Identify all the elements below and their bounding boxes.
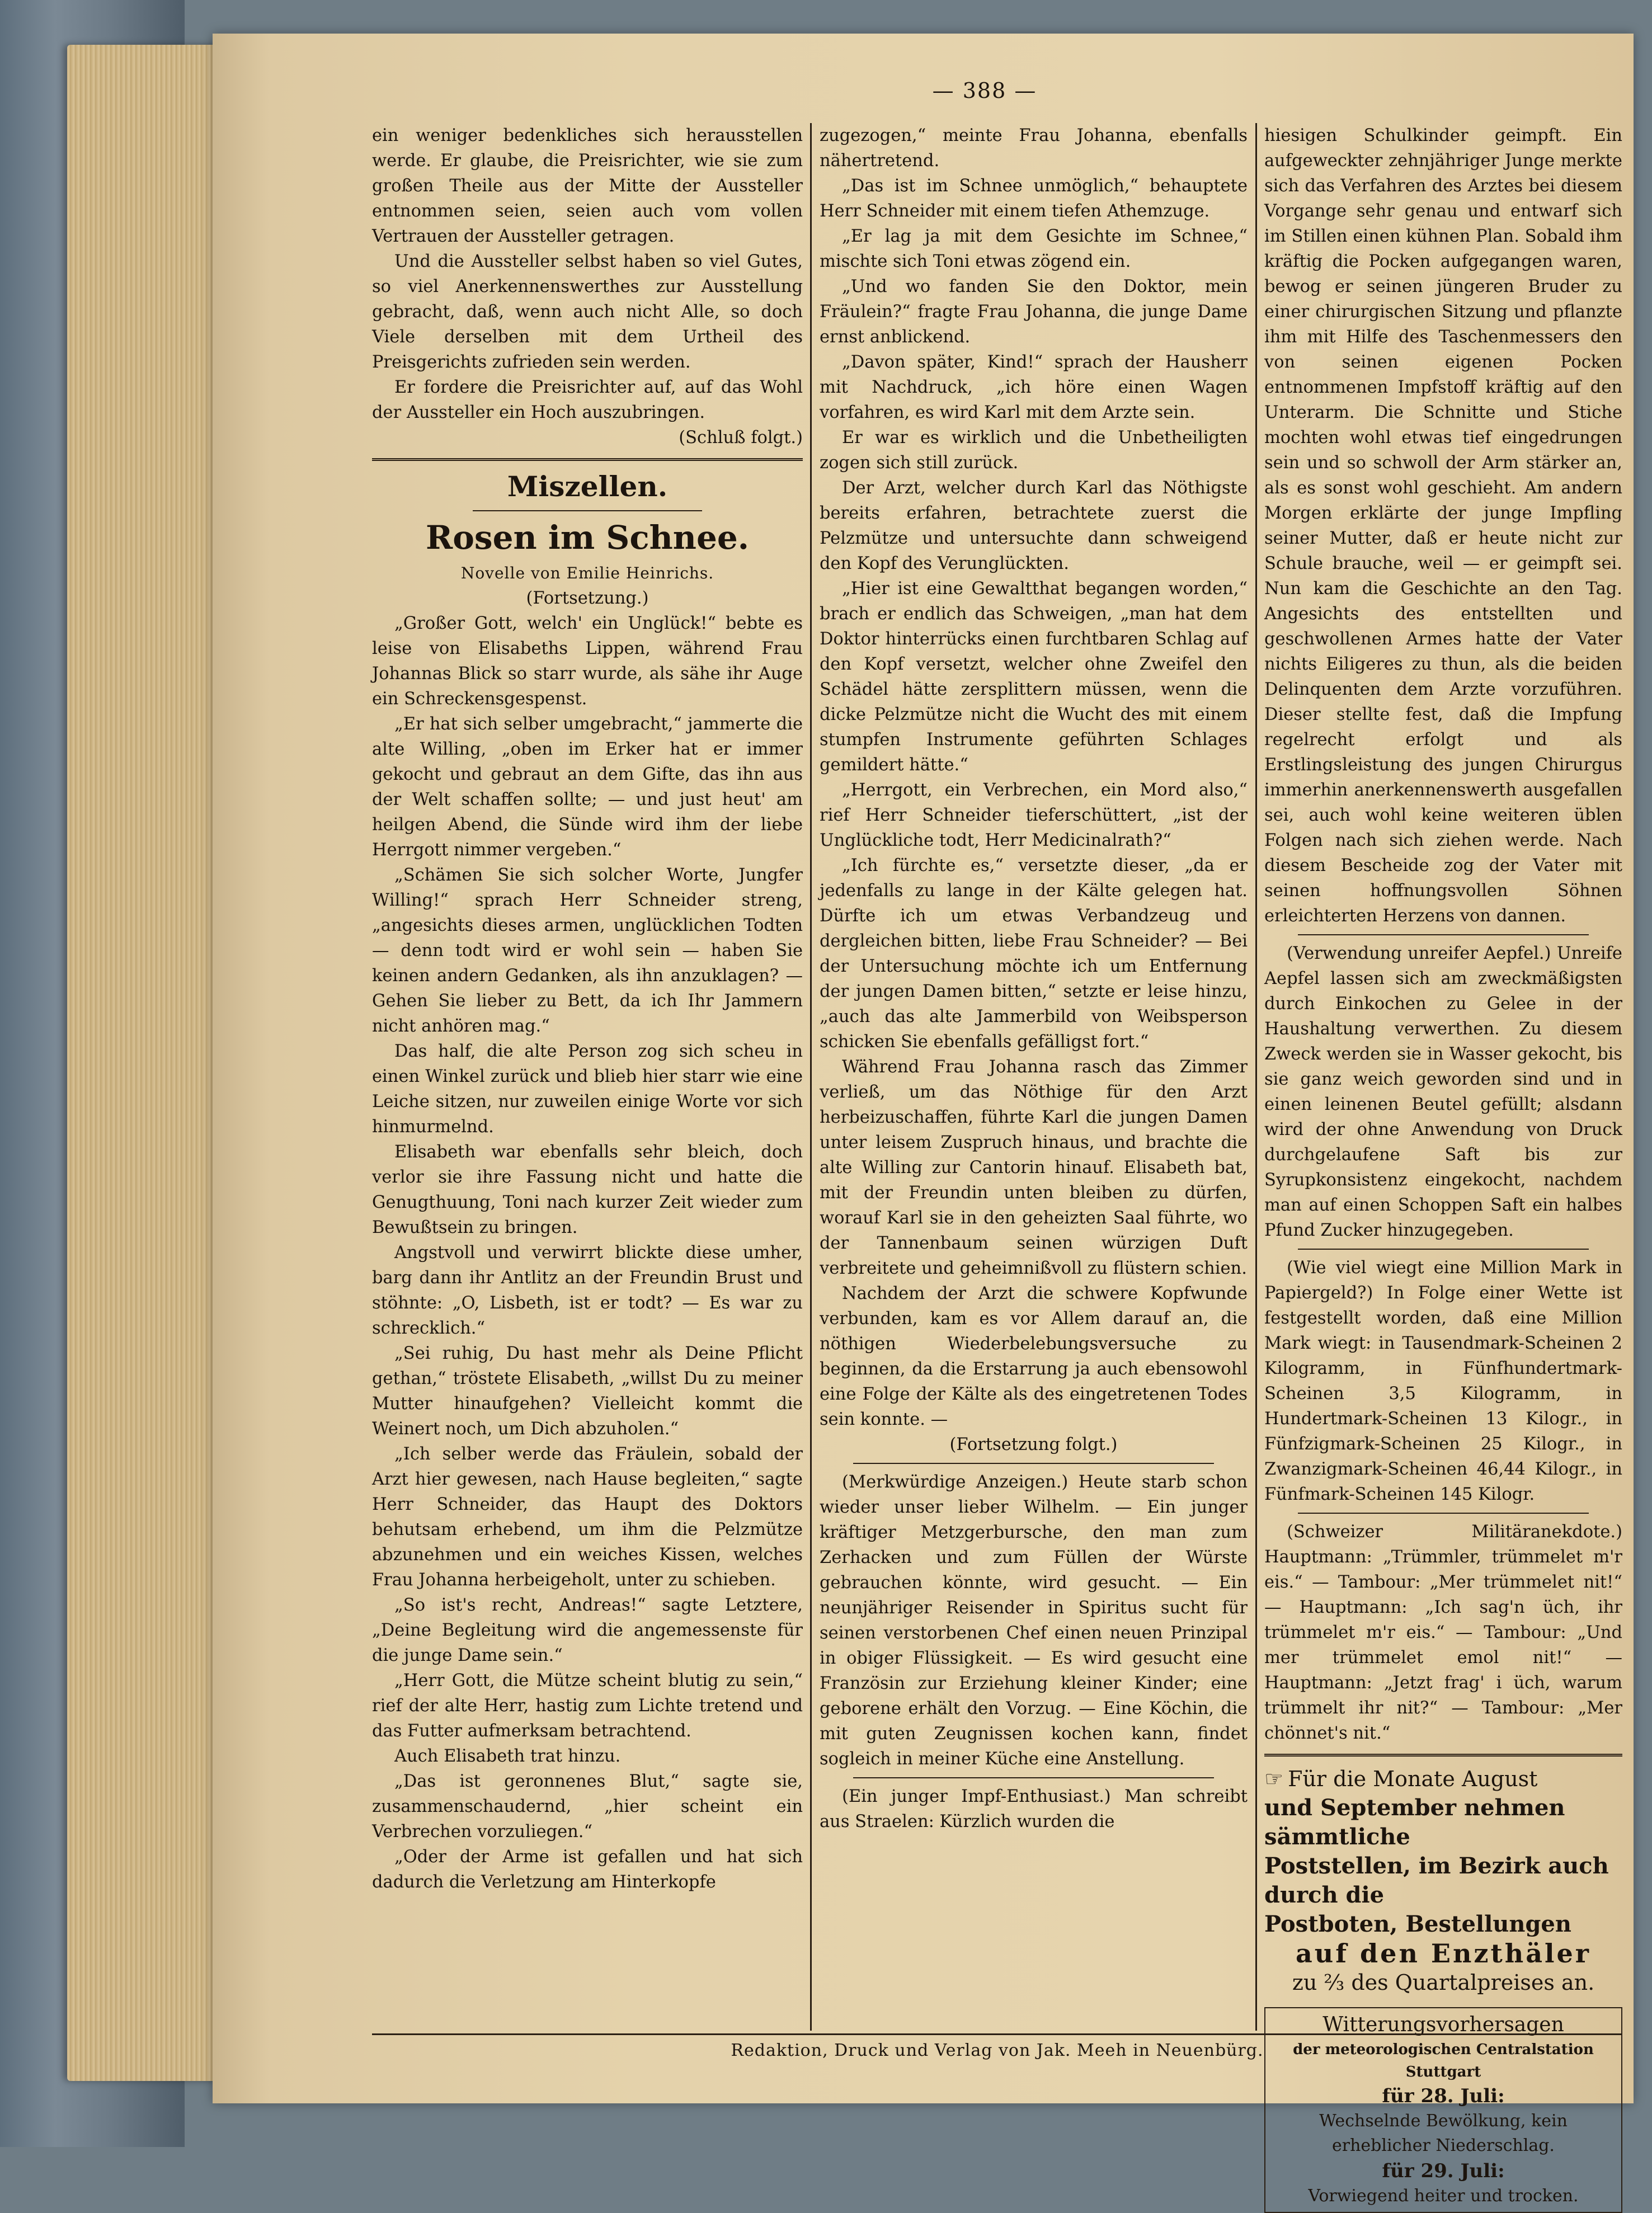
notice-line: Poststellen, im Bezirk auch durch die: [1264, 1853, 1609, 1908]
story-paragraph: „Hier ist eine Gewaltthat begangen worden,“ brach er endlich das Schweigen, „man hat dem Doktor hinterrücks einen furchtbaren Schlag auf den Kopf versetzt, welcher ohne Zweifel den Schädel hätte zersplittern müssen, wenn die dicke Pelzmütze nicht die Wucht des mit einem stumpfen Instrumente geführten Schlages gemildert hätte.“: [820, 579, 1248, 775]
story-paragraph: Das half, die alte Person zog sich scheu in einen Winkel zurück und blieb hier starr wie eine Leiche sitzen, nur zuweilen einige Worte vor sich hinmurmelnd.: [372, 1042, 803, 1137]
weather-day: für 28. Juli:: [1382, 2085, 1505, 2107]
weather-source: der meteorologischen Centralstation Stuttgart: [1293, 2041, 1594, 2080]
item-divider: [853, 1777, 1214, 1778]
misc-item: (Verwendung unreifer Aepfel.) Unreife Aepfel lassen sich am zweckmäßigsten durch Einkochen zu Gelee in der Haushaltung verwerthen. Zu diesem Zweck werden sie in Wasser gekocht, bis sie ganz weich geworden sind und in einen leinenen Beutel gefüllt; alsdann wird der ohne Anwendung von Druck durchgelaufene Saft bis zur Syrupkonsistenz eingekocht, nachdem man auf einen Schoppen Saft ein halbes Pfund Zucker hinzugegeben.: [1264, 944, 1622, 1240]
section-title: Miszellen.: [507, 470, 668, 503]
story-paragraph: „Herrgott, ein Verbrechen, ein Mord also,“ rief Herr Schneider tieferschüttert, „ist der Unglückliche todt, Herr Medicinalrath?“: [820, 780, 1248, 850]
article-paragraph: ein weniger bedenkliches sich herausstellen werde. Er glaube, die Preisrichter, wie sie zum großen Theile aus der Mitte der Aussteller entnommen seien, seien auch vom vollen Vertrauen der Aussteller getragen.: [372, 126, 803, 246]
story-paragraph: Auch Elisabeth trat hinzu.: [394, 1746, 621, 1766]
story-paragraph: „Herr Gott, die Mütze scheint blutig zu sein,“ rief der alte Herr, hastig zum Lichte tretend und das Futter aufmerksam betrachtend.: [372, 1671, 803, 1741]
story-paragraph: „Das ist geronnenes Blut,“ sagte sie, zusammenschaudernd, „hier scheint ein Verbrechen vorzuliegen.“: [372, 1772, 803, 1842]
section-divider: [372, 458, 803, 461]
misc-item: (Schweizer Militäranekdote.) Hauptmann: „Trümmler, trümmelet m'r eis.“ — Tambour: „Mer trümmelet nit!“ — Hauptmann: „Ich sag'n üch, ihr trümmelet m'r eis.“ — Tambour: „Und mer trümmelet emol nit!“ — Hauptmann: „Jetzt frag' i üch, warum trümmelt ihr nit?“ — Tambour: „Mer chönnet's nit.“: [1264, 1522, 1622, 1743]
story-paragraph: „Und wo fanden Sie den Doktor, mein Fräulein?“ fragte Frau Johanna, die junge Dame ernst anblickend.: [820, 277, 1248, 347]
notice-line: auf den Enzthäler: [1295, 1938, 1592, 1969]
story-paragraph: Elisabeth war ebenfalls sehr bleich, doch verlor sie ihre Fassung nicht und hatte die Genugthuung, Toni nach kurzer Zeit wieder zum Bewußtsein zu bringen.: [372, 1142, 803, 1237]
item-divider: [853, 1463, 1214, 1464]
story-author: Novelle von Emilie Heinrichs.: [460, 564, 714, 582]
notice-line: zu ⅔ des Quartalpreises an.: [1292, 1970, 1595, 1995]
item-divider: [1298, 1513, 1589, 1514]
title-divider: [473, 510, 702, 511]
story-paragraph: zugezogen,“ meinte Frau Johanna, ebenfalls nähertretend.: [820, 126, 1248, 171]
story-paragraph: „So ist's recht, Andreas!“ sagte Letztere, „Deine Begleitung wird die angemessenste für die junge Dame sein.“: [372, 1595, 803, 1665]
column-2: [820, 123, 1248, 2031]
imprint-footer: Redaktion, Druck und Verlag von Jak. Meeh in Neuenbürg.: [372, 2033, 1622, 2060]
weather-day: für 29. Juli:: [1382, 2160, 1505, 2182]
story-paragraph: „Sei ruhig, Du hast mehr als Deine Pflicht gethan,“ tröstete Elisabeth, „willst Du zu meiner Mutter hinaufgehen? Vielleicht kommt die Weinert noch, um Dich abzuholen.“: [372, 1344, 803, 1439]
page-stack: [67, 45, 235, 2081]
notice-line: und September nehmen sämmtliche: [1264, 1795, 1565, 1850]
subscription-notice: [1264, 1764, 1622, 1997]
story-paragraph: „Ich selber werde das Fräulein, sobald der Arzt hier gewesen, nach Hause begleiten,“ sagte Herr Schneider, das Haupt des Doktors behutsam erhebend, um ihm die Pelzmütze abzunehmen und ein weiches Kissen, welches Frau Johanna herbeigeholt, unter zu schieben.: [372, 1444, 803, 1590]
newspaper-page: [213, 34, 1634, 2206]
story-paragraph: Angstvoll und verwirrt blickte diese umher, barg dann ihr Antlitz an der Freundin Brust und stöhnte: „O, Lisbeth, ist er todt? — Es war zu schrecklich.“: [372, 1243, 803, 1338]
story-paragraph: „Ich fürchte es,“ versetzte dieser, „da er jedenfalls zu lange in der Kälte gelegen hat. Dürfte ich um etwas Verbandzeug und dergleichen bitten, liebe Frau Schneider? — Bei der Untersuchung möchte ich um Entfernung der jungen Damen bitten,“ setzte er leise hinzu, „auch das alte Jammerbild von Weibsperson schicken Sie ebenfalls gefälligst fort.“: [820, 856, 1248, 1052]
column-divider: [810, 123, 812, 2031]
story-paragraph: „Großer Gott, welch' ein Unglück!“ bebte es leise von Elisabeths Lippen, während Frau Johannas Blick so starr wurde, als sähe ihr Auge ein Schreckensgespenst.: [372, 614, 803, 709]
misc-item: hiesigen Schulkinder geimpft. Ein aufgeweckter zehnjähriger Junge merkte sich das Verfahren des Arztes bei diesem Vorgange sehr genau und entwarf sich im Stillen einen kühnen Plan. Sobald ihm kräftig die Pocken aufgegangen waren, bewog er seinen jüngeren Bruder zu einer chirurgischen Sitzung und pflanzte ihm mit Hilfe des Taschenmessers den von seinen eigenen Pocken entnommenen Impfstoff kräftig auf den Unterarm. Die Schnitte und Stiche mochten wohl etwas tief eingedrungen sein und so schwoll der Arm stärker an, als es sonst wohl geschieht. Am andern Morgen erklärte der junge Impfling seiner Mutter, daß er heute nicht zur Schule brauche, weil — er geimpft sei. Nun kam die Geschichte an den Tag. Angesichts des entstellten und geschwollenen Armes hatte der Vater nichts Eiligeres zu thun, als die beiden Delinquenten dem Arzte vorzuführen. Dieser stellte fest, daß die Impfung regelrecht erfolgt und als Erstlingsleistung des jungen Chirurgus immerhin anerkennenswerth ausgefallen sei, auch wohl keine weiteren üblen Folgen nach sich ziehen werde. Nach diesem Bescheide zog der Vater mit seinen hoffnungsvollen Söhnen erleichterten Herzens von dannen.: [1264, 126, 1622, 926]
story-continued-note: (Fortsetzung folgt.): [949, 1435, 1118, 1454]
story-title: Rosen im Schnee.: [426, 519, 749, 557]
article-paragraph: Und die Aussteller selbst haben so viel Gutes, so viel Anerkennenswerthes zur Ausstellung gebracht, daß, wenn auch nicht Alle, so doch Viele derselben mit dem Urtheil des Preisgerichts zufrieden sein werden.: [372, 252, 803, 372]
misc-item: (Ein junger Impf-Enthusiast.) Man schreibt aus Straelen: Kürzlich wurden die: [820, 1787, 1248, 1831]
story-continuation: (Fortsetzung.): [526, 588, 649, 608]
pointing-hand-icon: ☞: [1264, 1767, 1284, 1791]
weather-title: Witterungsvorhersagen: [1322, 2013, 1564, 2036]
story-paragraph: Nachdem der Arzt die schwere Kopfwunde verbunden, kam es vor Allem darauf an, die nöthigen Wiederbelebungsversuche zu beginnen, da die Erstarrung ja auch ebensowohl eine Folge der Kälte als des eingetretenen Todes sein konnte. —: [820, 1284, 1248, 1429]
story-paragraph: Während Frau Johanna rasch das Zimmer verließ, um das Nöthige für den Arzt herbeizuschaffen, führte Karl die jungen Damen unter leisem Zuspruch hinaus, und brachte die alte Willing zur Cantorin hinauf. Elisabeth bat, mit der Freundin unten bleiben zu dürfen, worauf Karl sie in den geheizten Saal führte, wo der Tannenbaum seinen würzigen Duft verbreitete und geheimnißvoll zu flüstern schien.: [820, 1057, 1248, 1278]
story-paragraph: „Oder der Arme ist gefallen und hat sich dadurch die Verletzung am Hinterkopfe: [372, 1847, 803, 1892]
notice-line: Für die Monate August: [1288, 1767, 1538, 1791]
story-paragraph: Er war es wirklich und die Unbetheiligten zogen sich still zurück.: [820, 428, 1248, 473]
weather-text: Vorwiegend heiter und trocken.: [1308, 2186, 1579, 2206]
story-paragraph: „Er hat sich selber umgebracht,“ jammerte die alte Willing, „oben im Erker hat er immer gekocht und gebraut an dem Gifte, das ihn aus der Welt schaffen sollte; — und just heut' am heilgen Abend, die Sünde wird ihm der liebe Herrgott nimmer vergeben.“: [372, 714, 803, 860]
story-paragraph: „Er lag ja mit dem Gesichte im Schnee,“ mischte sich Toni etwas zögend ein.: [820, 227, 1248, 271]
story-paragraph: „Schämen Sie sich solcher Worte, Jungfer Willing!“ sprach Herr Schneider streng, „angesichts dieses armen, unglücklichen Todten — denn todt wird er wohl sein — haben Sie keinen andern Gedanken, als ihn anzuklagen? — Gehen Sie lieber zu Bett, da ich Ihr Jammern nicht anhören mag.“: [372, 865, 803, 1036]
misc-item: (Merkwürdige Anzeigen.) Heute starb schon wieder unser lieber Wilhelm. — Ein junger kräftiger Metzgerbursche, den man zum Zerhacken und zum Füllen der Würste gebrauchen könnte, wird gesucht. — Ein neunjähriger Reisender in Spiritus sucht für seinen verstorbenen Chef einen neuen Prinzipal in obiger Flüssigkeit. — Es wird gesucht eine Französin zur Erziehung kleiner Kinder; eine geborene erhält den Vorzug. — Eine Köchin, die mit guten Zeugnissen kochen kann, findet sogleich in meiner Küche eine Anstellung.: [820, 1472, 1248, 1769]
misc-item: (Wie viel wiegt eine Million Mark in Papiergeld?) In Folge einer Wette ist festgestellt worden, daß eine Million Mark wiegt: in Tausendmark-Scheinen 2 Kilogramm, in Fünfhundertmark-Scheinen 3,5 Kilogramm, in Hundertmark-Scheinen 13 Kilogr., in Fünfzigmark-Scheinen 25 Kilogr., in Zwanzigmark-Scheinen 46,44 Kilogr., in Fünfmark-Scheinen 145 Kilogr.: [1264, 1258, 1622, 1504]
notice-line: Postboten, Bestellungen: [1264, 1911, 1571, 1937]
article-paragraph: Er fordere die Preisrichter auf, auf das Wohl der Aussteller ein Hoch auszubringen.: [372, 378, 803, 422]
item-divider: [1298, 1249, 1589, 1250]
weather-text: Wechselnde Bewölkung, kein erheblicher Niederschlag.: [1319, 2111, 1568, 2155]
item-divider: [1298, 934, 1589, 935]
story-paragraph: „Das ist im Schnee unmöglich,“ behauptete Herr Schneider mit einem tiefen Athemzuge.: [820, 176, 1248, 221]
notice-divider: [1264, 1754, 1622, 1757]
story-paragraph: Der Arzt, welcher durch Karl das Nöthigste bereits erfahren, betrachtete zuerst die Pelzmütze und untersuchte dann schweigend den Kopf des Verunglückten.: [820, 478, 1248, 573]
continued-note: (Schluß folgt.): [679, 428, 803, 448]
column-3: [1264, 123, 1622, 2206]
column-divider: [1255, 123, 1257, 2031]
column-1: [372, 123, 803, 2031]
page-number: — 388 —: [932, 78, 1037, 103]
story-paragraph: „Davon später, Kind!“ sprach der Hausherr mit Nachdruck, „ich höre einen Wagen vorfahren, es wird Karl mit dem Arzte sein.: [820, 352, 1248, 422]
